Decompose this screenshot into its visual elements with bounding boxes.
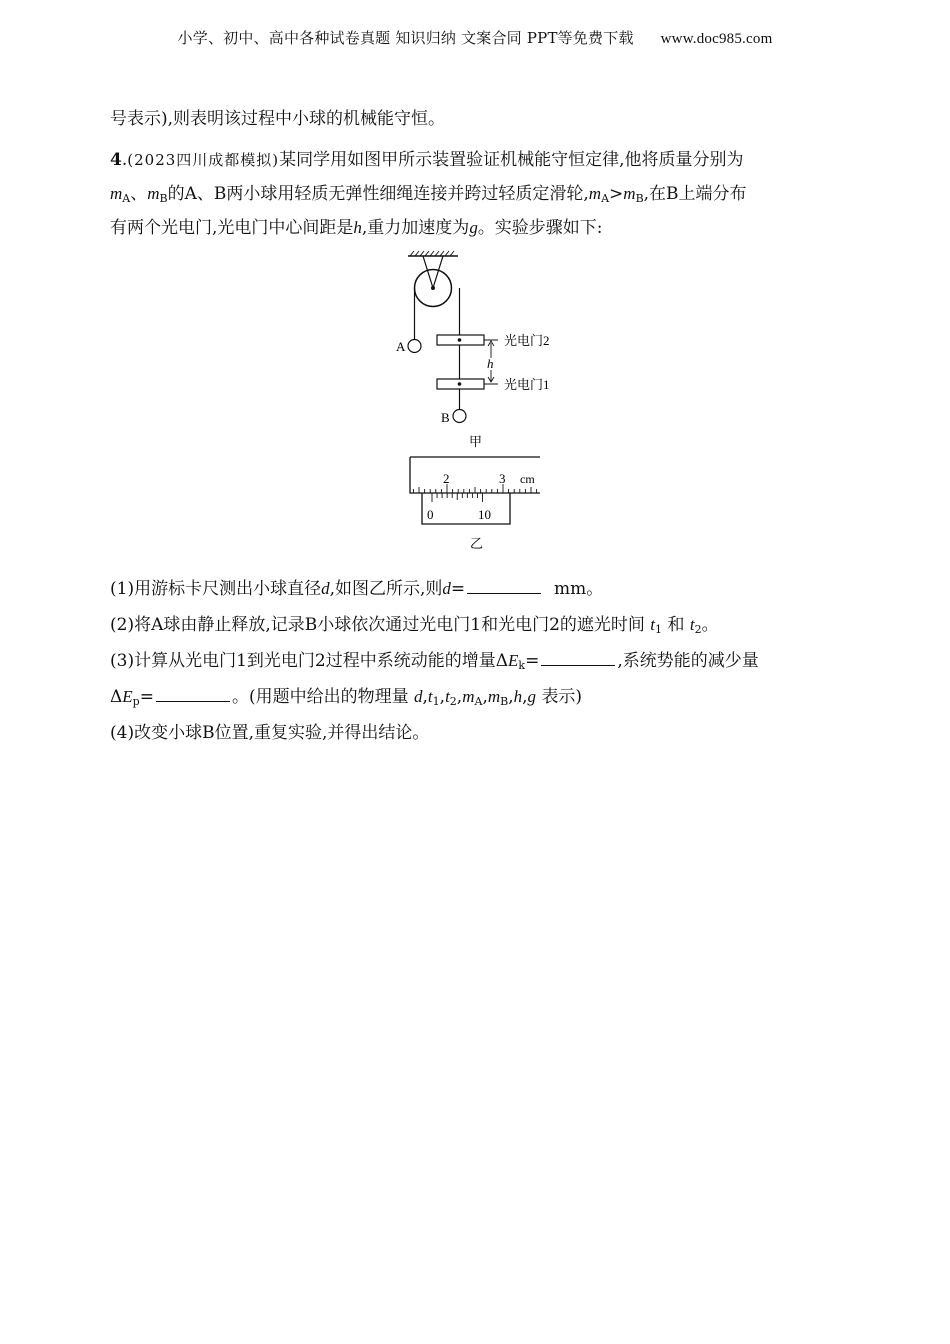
step-3: (3)计算从光电门1到光电门2过程中系统动能的增量$\Delta E_k=$ ,系统势能的减少量 [110, 651, 759, 672]
page-header [0, 27, 950, 48]
prev-line: 号表示),则表明该过程中小球的机械能守恒。 [110, 109, 446, 129]
vernier-scale-ticks [432, 493, 483, 502]
answer-blank-ep[interactable] [156, 687, 230, 702]
question-line-3: 有两个光电门,光电门中心间距是h,重力加速度为g。实验步骤如下: [110, 218, 603, 238]
step-3-text-b: ,系统势能的减少量 [617, 651, 759, 671]
step-1-text-a: (1)用游标卡尺测出小球直径 [110, 579, 322, 599]
question-line-2: $m_A$、$m_B$的A、B两小球用轻质无弹性细绳连接并跨过轻质定滑轮$,m_A>m_B$,在B上端分布 [110, 184, 747, 205]
answer-blank-ek[interactable] [541, 651, 615, 666]
caption-jia: 甲 [469, 434, 483, 449]
vernier-0: 0 [427, 507, 434, 522]
question-text-2a: 的A、B两小球用轻质无弹性细绳连接并跨过轻质定滑轮, [167, 184, 589, 204]
step-1: (1)用游标卡尺测出小球直径d,如图乙所示,则d= mm。 [110, 579, 604, 599]
label-A: A [396, 339, 406, 354]
question-text-3a: 有两个光电门,光电门中心间距是 [110, 218, 354, 238]
caption-yi: 乙 [470, 536, 484, 551]
main-unit: cm [520, 472, 535, 486]
step-2-text-b: 和 [667, 615, 685, 635]
step-2-text-c: 。 [701, 615, 719, 635]
figure-jia-diagram [380, 250, 580, 450]
main-tick-3: 3 [499, 471, 506, 486]
step-3-cont: $\Delta E_p=$ 。(用题中给出的物理量 $d,t_1,t_2,m_A,m_B,h,g$ 表示) [110, 687, 583, 708]
question-text-1: 某同学用如图甲所示装置验证机械能守恒定律,他将质量分别为 [279, 150, 744, 170]
question-text-3b: ,重力加速度为 [361, 218, 470, 238]
main-tick-2: 2 [443, 471, 450, 486]
step-3-text-c: 。(用题中给出的物理量 [231, 687, 409, 707]
header-site[interactable]: www.doc985.com [660, 31, 773, 47]
gate2-label: 光电门2 [504, 333, 550, 348]
question-number: 4 [110, 150, 122, 170]
question-source: (2023四川成都模拟) [127, 151, 280, 169]
step-2-text-a: (2)将A球由静止释放,记录B小球依次通过光电门1和光电门2的遮光时间 [110, 615, 645, 635]
step-4: (4)改变小球B位置,重复实验,并得出结论。 [110, 723, 430, 743]
figure-yi-vernier [400, 455, 560, 555]
vernier-10: 10 [478, 507, 491, 522]
label-B: B [441, 410, 450, 425]
main-scale-ticks [413, 484, 536, 493]
gate1-label: 光电门1 [504, 377, 550, 392]
label-h: h [487, 356, 494, 371]
question-line-1: 4.(2023四川成都模拟)某同学用如图甲所示装置验证机械能守恒定律,他将质量分别为 [110, 150, 744, 170]
question-text-3c: 。实验步骤如下: [477, 218, 603, 238]
step-1-text-b: ,如图乙所示,则 [329, 579, 443, 599]
step-3-text-a: (3)计算从光电门1到光电门2过程中系统动能的增量 [110, 651, 496, 671]
step-3-text-d: 表示) [541, 687, 583, 707]
answer-blank-d[interactable] [467, 579, 541, 594]
question-text-2b: ,在B上端分布 [643, 184, 747, 204]
step-1-unit: mm。 [553, 579, 604, 599]
step-2: (2)将A球由静止释放,记录B小球依次通过光电门1和光电门2的遮光时间 $t_1$ 和 $t_2$。 [110, 615, 719, 636]
header-text: 小学、初中、高中各种试卷真题 知识归纳 文案合同 PPT等免费下载 [177, 29, 634, 47]
